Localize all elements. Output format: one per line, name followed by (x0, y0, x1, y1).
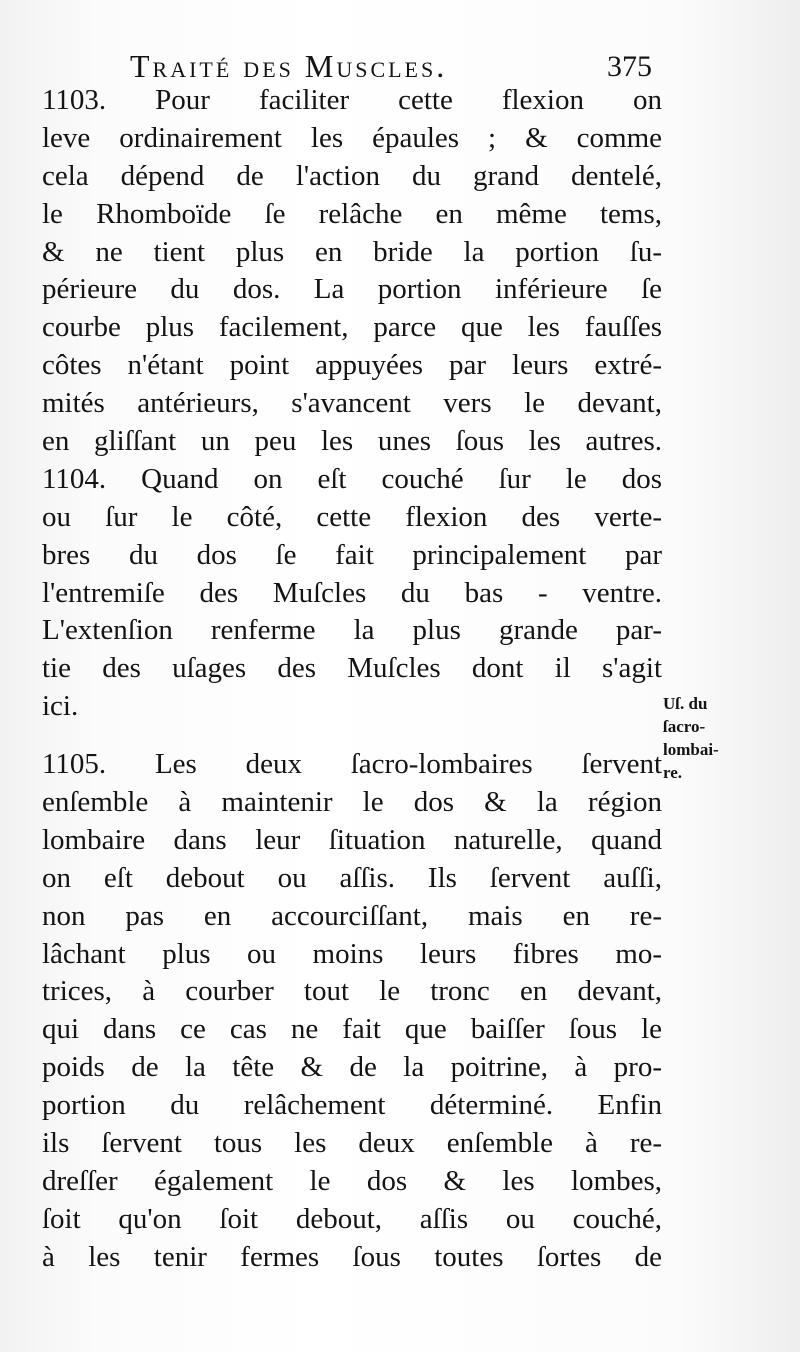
text-line: trices, à courber tout le tronc en devant, (42, 975, 662, 1008)
text-line: non pas en accourciſſant, mais en re- (42, 899, 662, 932)
text-line: ici. (42, 690, 79, 723)
text-line: courbe plus facilement, parce que les fauſſes (42, 311, 662, 344)
text-line: ſoit qu'on ſoit debout, aſſis ou couché, (42, 1202, 662, 1235)
running-title: Traité des Muscles. (130, 48, 448, 84)
text-line: enſemble à maintenir le dos & la région (42, 786, 662, 819)
body-text (42, 82, 662, 1277)
text-line: ou ſur le côté, cette flexion des verte- (42, 500, 662, 533)
text-line: tie des uſages des Muſcles dont il s'agit (42, 652, 662, 685)
text-line: portion du relâchement déterminé. Enfin (42, 1089, 662, 1122)
margin-note-line: re. (663, 763, 683, 782)
margin-note-line: lombai- (663, 740, 719, 759)
text-line: l'entremiſe des Muſcles du bas - ventre. (42, 576, 662, 609)
paragraph-gap (42, 726, 662, 746)
text-line: 1105. Les deux ſacro-lombaires ſervent (42, 748, 662, 781)
text-line: lâchant plus ou moins leurs fibres mo- (42, 937, 662, 970)
text-line: mités antérieurs, s'avancent vers le devant, (42, 387, 662, 420)
text-line: cela dépend de l'action du grand dentelé, (42, 159, 662, 192)
text-line: en gliſſant un peu les unes ſous les autres. (42, 425, 662, 458)
text-line: qui dans ce cas ne fait que baiſſer ſous le (42, 1013, 662, 1046)
text-line: lombaire dans leur ſituation naturelle, quand (42, 823, 662, 856)
text-line: côtes n'étant point appuyées par leurs extré- (42, 349, 662, 382)
text-line: bres du dos ſe fait principalement par (42, 538, 662, 571)
text-line: dreſſer également le dos & les lombes, (42, 1164, 662, 1197)
margin-note-line: ſacro- (663, 717, 706, 736)
text-line: poids de la tête & de la poitrine, à pro- (42, 1051, 662, 1084)
margin-note-line: Uſ. du (663, 694, 708, 713)
text-line: ils ſervent tous les deux enſemble à re- (42, 1127, 662, 1160)
text-line: 1104. Quand on eſt couché ſur le dos (42, 462, 662, 495)
text-line: L'extenſion renferme la plus grande par- (42, 614, 662, 647)
text-line: le Rhomboïde ſe relâche en même tems, (42, 197, 662, 230)
text-line: périeure du dos. La portion inférieure ſe (42, 273, 662, 306)
text-line: à les tenir fermes ſous toutes ſortes de (42, 1240, 662, 1273)
text-line: leve ordinairement les épaules ; & comme (42, 121, 662, 154)
text-line: 1103. Pour faciliter cette flexion on (42, 84, 662, 116)
margin-note (663, 692, 773, 784)
text-line: & ne tient plus en bride la portion ſu- (42, 235, 662, 268)
page-number: 375 (607, 50, 652, 83)
text-line: on eſt debout ou aſſis. Ils ſervent auſſi, (42, 861, 662, 894)
